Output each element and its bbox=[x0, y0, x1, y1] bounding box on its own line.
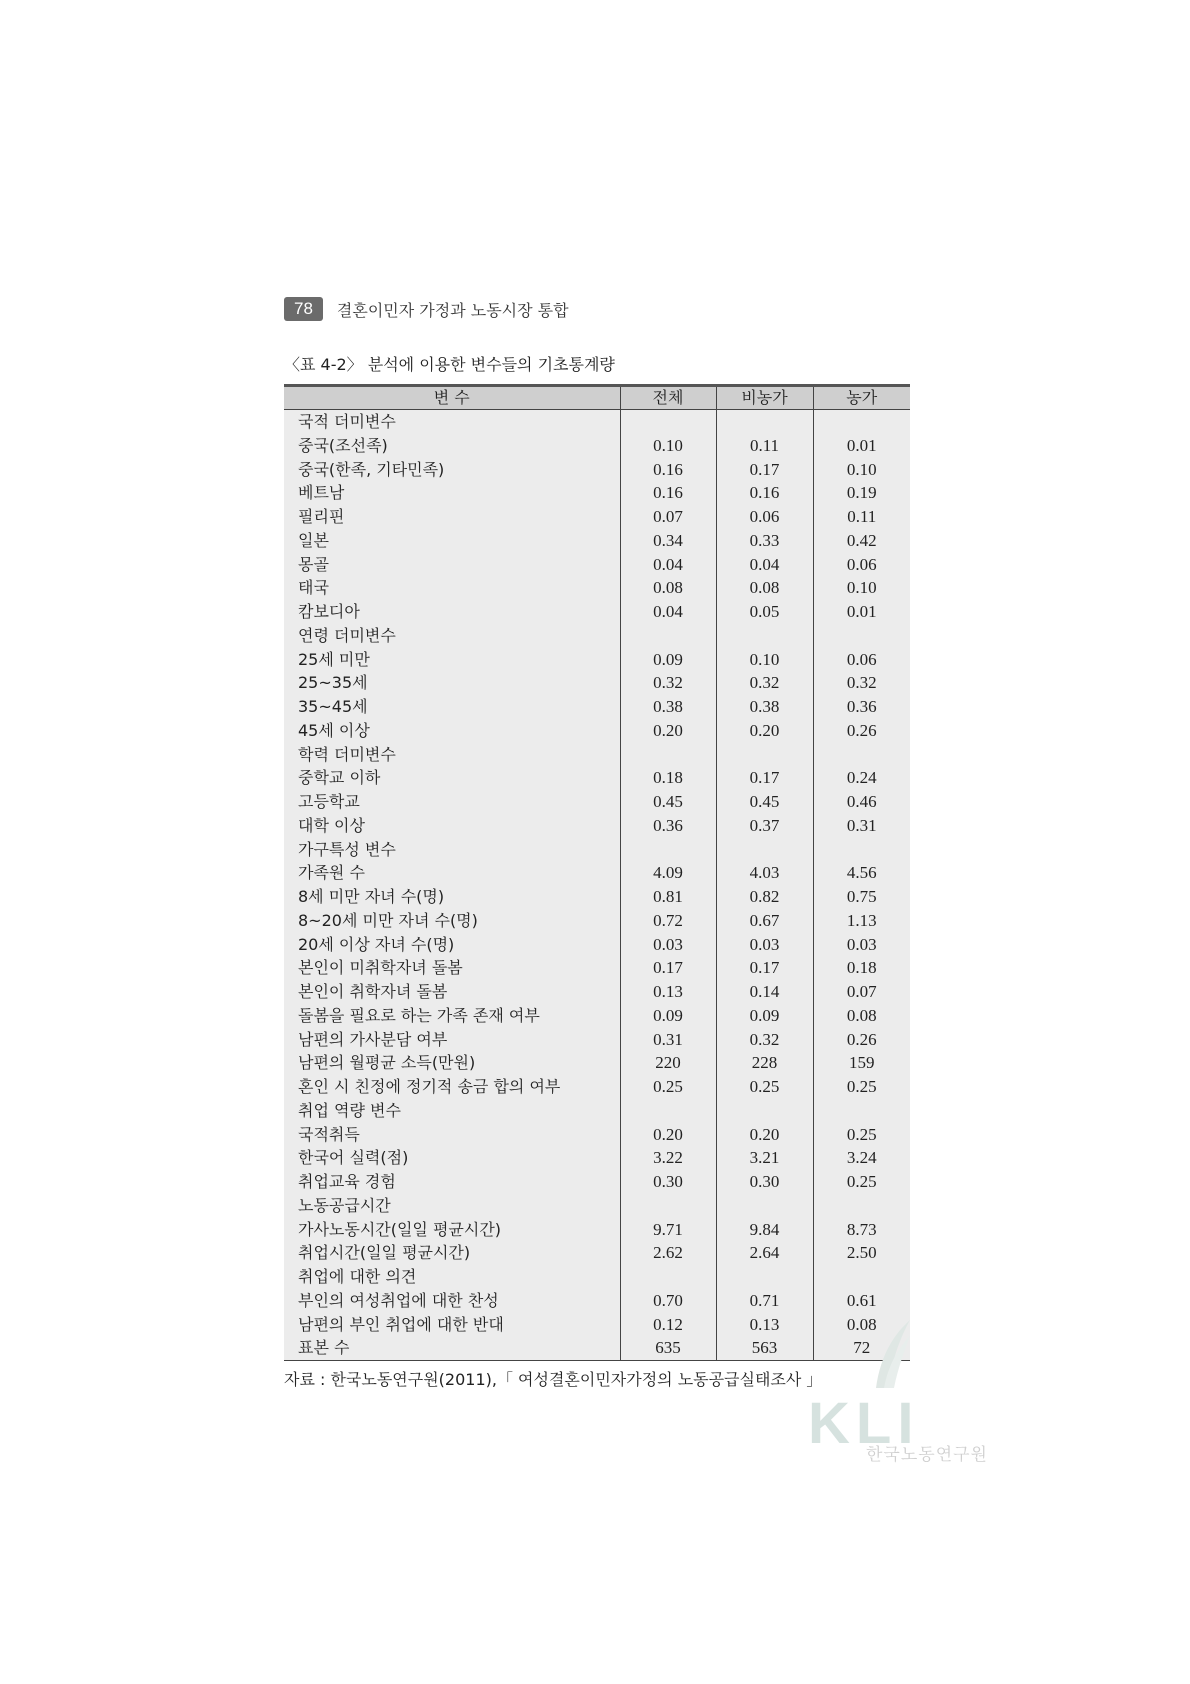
value-non-farm: 9.84 bbox=[716, 1218, 813, 1242]
value-farm: 0.25 bbox=[846, 1077, 877, 1096]
value-farm bbox=[813, 1099, 910, 1123]
value-farm: 0.01 bbox=[846, 435, 877, 455]
table-row bbox=[284, 576, 910, 600]
row-label: 노동공급시간 bbox=[284, 1194, 620, 1218]
value-total: 0.32 bbox=[620, 671, 716, 695]
row-label: 베트남 bbox=[284, 481, 620, 505]
row-label: 남편의 부인 취업에 대한 반대 bbox=[284, 1313, 620, 1337]
value-total bbox=[620, 743, 716, 767]
row-label: 국적 더미변수 bbox=[284, 410, 620, 434]
table-header-row bbox=[284, 386, 910, 410]
value-farm: 0.11 bbox=[847, 507, 877, 526]
value-non-farm bbox=[716, 624, 813, 648]
table-row bbox=[284, 1241, 910, 1265]
value-non-farm: 0.05 bbox=[716, 600, 813, 624]
value-total: 2.62 bbox=[620, 1241, 716, 1265]
table-row bbox=[284, 553, 910, 577]
row-label: 국적취득 bbox=[284, 1123, 620, 1147]
value-farm: 0.10 bbox=[846, 578, 877, 598]
table-row bbox=[284, 719, 910, 743]
value-non-farm: 0.10 bbox=[716, 648, 813, 672]
value-total: 0.07 bbox=[620, 505, 716, 529]
table-row bbox=[284, 1004, 910, 1028]
value-non-farm: 0.71 bbox=[716, 1289, 813, 1313]
value-total: 0.04 bbox=[620, 600, 716, 624]
row-label: 학력 더미변수 bbox=[284, 743, 620, 767]
value-non-farm: 0.82 bbox=[716, 885, 813, 909]
row-label: 25~35세 bbox=[284, 671, 620, 695]
value-farm: 8.73 bbox=[846, 1219, 877, 1239]
row-label: 한국어 실력(점) bbox=[284, 1146, 620, 1170]
value-total: 3.22 bbox=[620, 1146, 716, 1170]
value-total: 9.71 bbox=[620, 1218, 716, 1242]
row-label: 20세 이상 자녀 수(명) bbox=[284, 933, 620, 957]
table-row bbox=[284, 434, 910, 458]
value-non-farm: 0.25 bbox=[716, 1075, 813, 1099]
value-total: 0.30 bbox=[620, 1170, 716, 1194]
table-row bbox=[284, 1099, 910, 1123]
value-farm: 0.25 bbox=[846, 1124, 877, 1144]
row-label: 35~45세 bbox=[284, 695, 620, 719]
leaf-swoosh-icon bbox=[872, 1318, 912, 1392]
table-row bbox=[284, 814, 910, 838]
value-non-farm: 0.17 bbox=[716, 766, 813, 790]
value-non-farm: 0.04 bbox=[716, 553, 813, 577]
table-row bbox=[284, 838, 910, 862]
value-total: 0.18 bbox=[620, 766, 716, 790]
value-total: 0.09 bbox=[620, 648, 716, 672]
column-header-non-farm: 비농가 bbox=[716, 386, 813, 410]
table-row bbox=[284, 410, 910, 434]
value-farm: 1.13 bbox=[846, 910, 877, 930]
value-total: 0.08 bbox=[620, 576, 716, 600]
value-farm: 4.56 bbox=[846, 863, 877, 883]
value-non-farm: 0.33 bbox=[716, 529, 813, 553]
value-non-farm: 0.11 bbox=[716, 434, 813, 458]
table-row bbox=[284, 1075, 910, 1099]
row-label: 혼인 시 친정에 정기적 송금 합의 여부 bbox=[284, 1075, 620, 1099]
value-non-farm: 0.38 bbox=[716, 695, 813, 719]
value-total: 0.04 bbox=[620, 553, 716, 577]
table-row bbox=[284, 909, 910, 933]
value-farm: 0.31 bbox=[846, 815, 877, 835]
value-farm: 0.18 bbox=[846, 958, 877, 978]
value-total: 0.31 bbox=[620, 1028, 716, 1052]
value-non-farm: 0.32 bbox=[716, 1028, 813, 1052]
value-total: 0.81 bbox=[620, 885, 716, 909]
value-non-farm: 0.32 bbox=[716, 671, 813, 695]
value-farm: 0.06 bbox=[846, 649, 877, 669]
value-farm: 0.36 bbox=[846, 697, 877, 716]
row-label: 본인이 미취학자녀 돌봄 bbox=[284, 956, 620, 980]
value-non-farm: 228 bbox=[716, 1051, 813, 1075]
value-total: 635 bbox=[620, 1336, 716, 1360]
value-farm: 0.19 bbox=[846, 483, 877, 503]
value-farm: 0.75 bbox=[846, 887, 877, 906]
value-total: 0.16 bbox=[620, 458, 716, 482]
table-row bbox=[284, 933, 910, 957]
table-row bbox=[284, 980, 910, 1004]
table-row bbox=[284, 861, 910, 885]
table-row bbox=[284, 505, 910, 529]
value-total: 0.20 bbox=[620, 719, 716, 743]
value-non-farm: 0.14 bbox=[716, 980, 813, 1004]
row-label: 본인이 취학자녀 돌봄 bbox=[284, 980, 620, 1004]
table-row bbox=[284, 1123, 910, 1147]
row-label: 45세 이상 bbox=[284, 719, 620, 743]
table-row bbox=[284, 766, 910, 790]
row-label: 돌봄을 필요로 하는 가족 존재 여부 bbox=[284, 1004, 620, 1028]
value-total: 0.16 bbox=[620, 481, 716, 505]
value-total: 0.13 bbox=[620, 980, 716, 1004]
table-row bbox=[284, 1194, 910, 1218]
value-farm: 0.03 bbox=[846, 934, 877, 954]
table-row bbox=[284, 481, 910, 505]
value-total bbox=[620, 410, 716, 434]
table-row bbox=[284, 695, 910, 719]
table-row bbox=[284, 458, 910, 482]
value-total bbox=[620, 838, 716, 862]
value-non-farm bbox=[716, 743, 813, 767]
table-row bbox=[284, 885, 910, 909]
value-non-farm: 0.06 bbox=[716, 505, 813, 529]
value-farm: 0.08 bbox=[846, 1005, 877, 1025]
row-label: 표본 수 bbox=[284, 1336, 620, 1360]
value-non-farm: 0.08 bbox=[716, 576, 813, 600]
value-non-farm: 2.64 bbox=[716, 1241, 813, 1265]
table-row bbox=[284, 1289, 910, 1313]
value-non-farm bbox=[716, 838, 813, 862]
table-row bbox=[284, 956, 910, 980]
row-label: 취업 역량 변수 bbox=[284, 1099, 620, 1123]
value-non-farm bbox=[716, 1099, 813, 1123]
value-non-farm: 0.17 bbox=[716, 956, 813, 980]
value-non-farm: 0.17 bbox=[716, 458, 813, 482]
value-farm bbox=[813, 743, 910, 767]
row-label: 8~20세 미만 자녀 수(명) bbox=[284, 909, 620, 933]
row-label: 대학 이상 bbox=[284, 814, 620, 838]
table-row bbox=[284, 529, 910, 553]
value-total bbox=[620, 1265, 716, 1289]
value-non-farm: 0.20 bbox=[716, 1123, 813, 1147]
value-total: 0.25 bbox=[620, 1075, 716, 1099]
value-total: 0.38 bbox=[620, 695, 716, 719]
value-non-farm: 3.21 bbox=[716, 1146, 813, 1170]
value-farm: 2.50 bbox=[846, 1243, 877, 1263]
row-label: 남편의 월평균 소득(만원) bbox=[284, 1051, 620, 1075]
value-total: 0.10 bbox=[620, 434, 716, 458]
value-non-farm: 0.45 bbox=[716, 790, 813, 814]
table-caption: 〈표 4-2〉 분석에 이용한 변수들의 기초통계량 bbox=[284, 355, 615, 374]
column-header-variable: 변 수 bbox=[284, 386, 620, 410]
value-farm: 0.06 bbox=[846, 554, 877, 574]
value-farm: 0.26 bbox=[846, 720, 877, 740]
row-label: 중학교 이하 bbox=[284, 766, 620, 790]
table-row bbox=[284, 1265, 910, 1289]
value-farm: 0.26 bbox=[846, 1029, 877, 1049]
value-total: 0.34 bbox=[620, 529, 716, 553]
row-label: 고등학교 bbox=[284, 790, 620, 814]
value-total: 0.70 bbox=[620, 1289, 716, 1313]
value-non-farm: 0.16 bbox=[716, 481, 813, 505]
row-label: 중국(한족, 기타민족) bbox=[284, 458, 620, 482]
value-farm: 0.25 bbox=[846, 1172, 877, 1191]
value-non-farm: 4.03 bbox=[716, 861, 813, 885]
page-number: 78 bbox=[284, 297, 323, 321]
value-total bbox=[620, 1194, 716, 1218]
table-row bbox=[284, 1028, 910, 1052]
value-farm: 0.24 bbox=[846, 768, 877, 788]
running-title: 결혼이민자 가정과 노동시장 통합 bbox=[336, 300, 569, 320]
value-total: 0.20 bbox=[620, 1123, 716, 1147]
kli-logo-watermark bbox=[808, 1318, 1008, 1465]
row-label: 캄보디아 bbox=[284, 600, 620, 624]
value-total: 0.12 bbox=[620, 1313, 716, 1337]
source-note: 자료 : 한국노동연구원(2011),「 여성결혼이민자가정의 노동공급실태조사 」 bbox=[284, 1370, 823, 1389]
value-farm: 72 bbox=[853, 1338, 871, 1358]
row-label: 가구특성 변수 bbox=[284, 838, 620, 862]
row-label: 가족원 수 bbox=[284, 861, 620, 885]
statistics-table bbox=[284, 384, 910, 1361]
value-non-farm: 0.37 bbox=[716, 814, 813, 838]
row-label: 부인의 여성취업에 대한 찬성 bbox=[284, 1289, 620, 1313]
value-non-farm: 563 bbox=[716, 1336, 813, 1360]
table-row bbox=[284, 790, 910, 814]
row-label: 취업시간(일일 평균시간) bbox=[284, 1241, 620, 1265]
row-label: 취업교육 경험 bbox=[284, 1170, 620, 1194]
table-row bbox=[284, 1051, 910, 1075]
value-farm: 0.61 bbox=[846, 1290, 877, 1310]
value-farm bbox=[813, 838, 910, 862]
value-farm: 0.42 bbox=[846, 530, 877, 550]
table-row bbox=[284, 624, 910, 648]
value-farm bbox=[813, 410, 910, 434]
value-total: 0.03 bbox=[620, 933, 716, 957]
row-label: 가사노동시간(일일 평균시간) bbox=[284, 1218, 620, 1242]
row-label: 필리핀 bbox=[284, 505, 620, 529]
value-farm: 0.08 bbox=[846, 1314, 877, 1334]
value-non-farm: 0.30 bbox=[716, 1170, 813, 1194]
value-total: 0.45 bbox=[620, 790, 716, 814]
value-farm: 3.24 bbox=[846, 1148, 877, 1168]
value-farm bbox=[813, 1265, 910, 1289]
value-farm: 0.46 bbox=[846, 792, 877, 811]
row-label: 일본 bbox=[284, 529, 620, 553]
row-label: 취업에 대한 의견 bbox=[284, 1265, 620, 1289]
value-non-farm: 0.67 bbox=[716, 909, 813, 933]
value-total: 0.36 bbox=[620, 814, 716, 838]
table-row bbox=[284, 1146, 910, 1170]
value-farm: 159 bbox=[849, 1053, 875, 1073]
value-non-farm bbox=[716, 1194, 813, 1218]
table-row bbox=[284, 600, 910, 624]
row-label: 남편의 가사분담 여부 bbox=[284, 1028, 620, 1052]
value-total: 0.17 bbox=[620, 956, 716, 980]
value-farm bbox=[813, 1194, 910, 1218]
row-label: 8세 미만 자녀 수(명) bbox=[284, 885, 620, 909]
logo-subtext: 한국노동연구원 bbox=[866, 1445, 988, 1465]
table-row bbox=[284, 743, 910, 767]
table-row bbox=[284, 1170, 910, 1194]
row-label: 연령 더미변수 bbox=[284, 624, 620, 648]
page-header bbox=[284, 296, 569, 322]
value-farm: 0.01 bbox=[846, 602, 877, 621]
column-header-farm: 농가 bbox=[813, 386, 910, 410]
table-row bbox=[284, 648, 910, 672]
value-non-farm bbox=[716, 1265, 813, 1289]
value-farm: 0.10 bbox=[846, 459, 877, 479]
value-non-farm: 0.13 bbox=[716, 1313, 813, 1337]
value-farm bbox=[813, 624, 910, 648]
value-farm: 0.32 bbox=[846, 673, 877, 693]
row-label: 25세 미만 bbox=[284, 648, 620, 672]
value-farm: 0.07 bbox=[846, 982, 877, 1001]
value-non-farm: 0.09 bbox=[716, 1004, 813, 1028]
logo-text: KLI bbox=[808, 1391, 920, 1456]
value-total bbox=[620, 1099, 716, 1123]
column-header-total: 전체 bbox=[620, 386, 716, 410]
row-label: 중국(조선족) bbox=[284, 434, 620, 458]
row-label: 태국 bbox=[284, 576, 620, 600]
value-total bbox=[620, 624, 716, 648]
table-row bbox=[284, 671, 910, 695]
value-total: 220 bbox=[620, 1051, 716, 1075]
row-label: 몽골 bbox=[284, 553, 620, 577]
value-non-farm bbox=[716, 410, 813, 434]
value-total: 4.09 bbox=[620, 861, 716, 885]
value-non-farm: 0.20 bbox=[716, 719, 813, 743]
table-row bbox=[284, 1218, 910, 1242]
value-total: 0.72 bbox=[620, 909, 716, 933]
value-non-farm: 0.03 bbox=[716, 933, 813, 957]
value-total: 0.09 bbox=[620, 1004, 716, 1028]
